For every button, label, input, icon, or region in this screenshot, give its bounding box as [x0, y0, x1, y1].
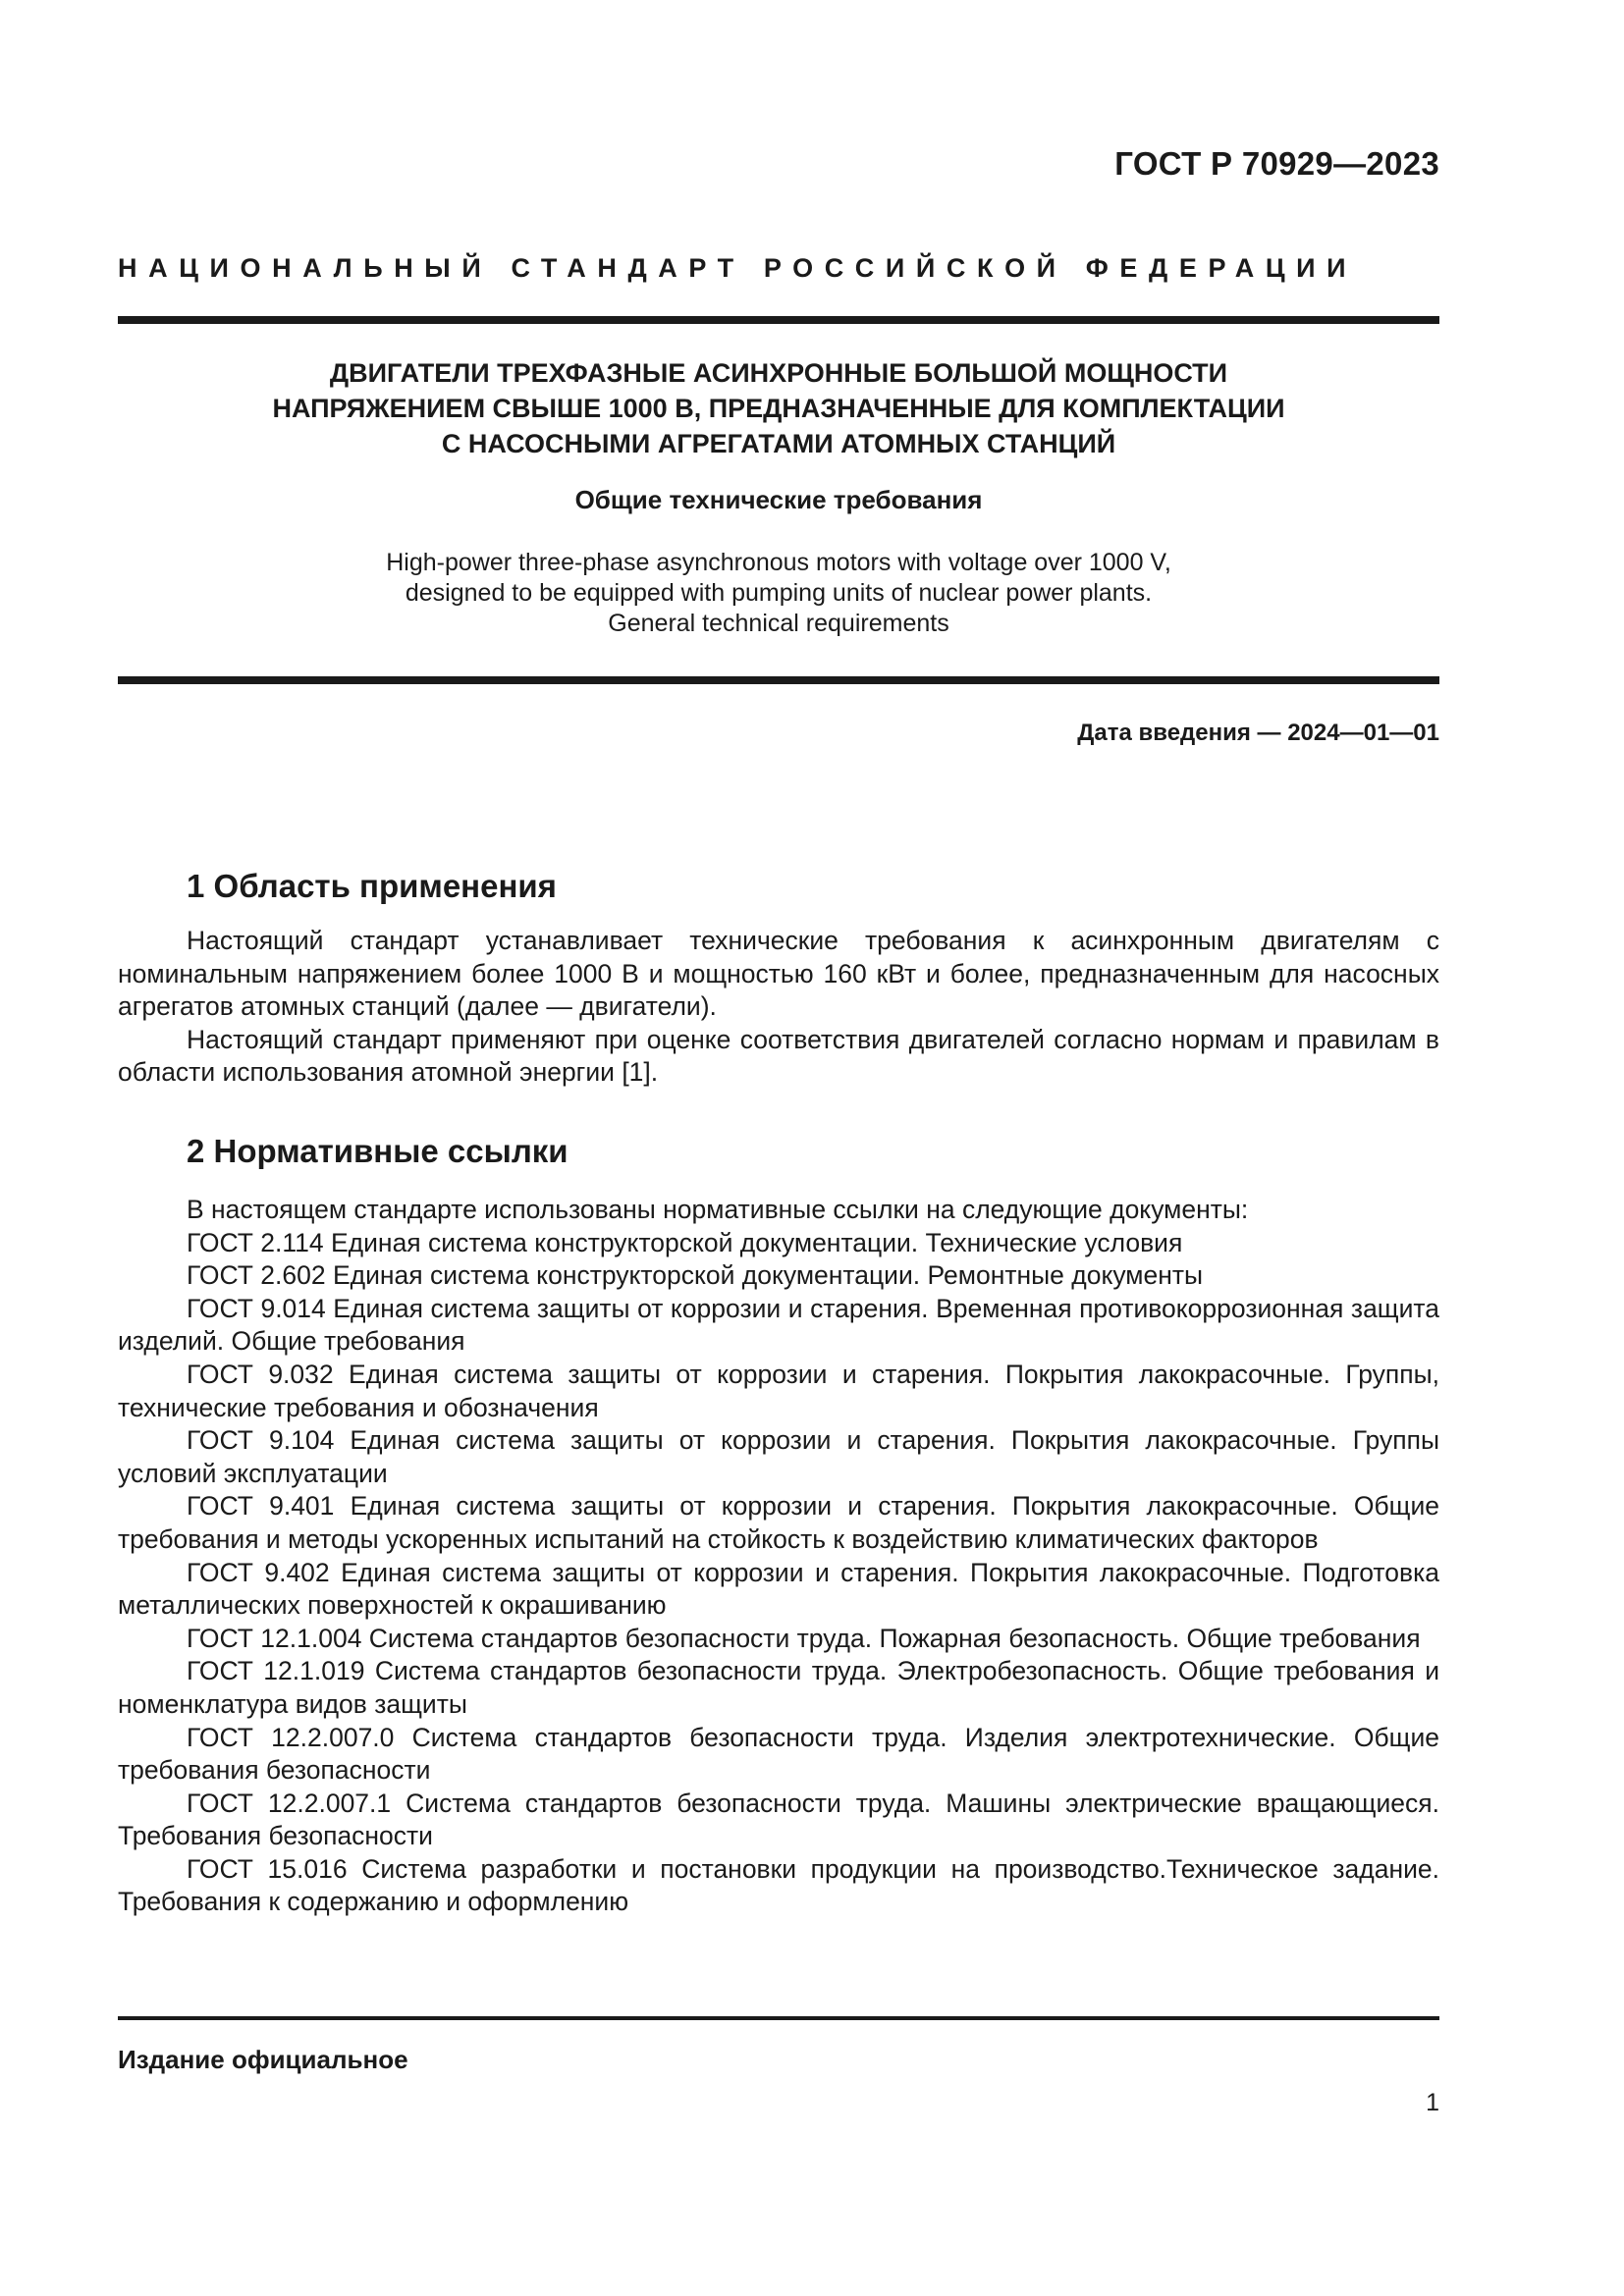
reference-item: ГОСТ 2.114 Единая система конструкторской документации. Технические условия — [187, 1227, 1183, 1257]
reference-item: ГОСТ 12.1.019 Система стандартов безопасности труда. Электробезопасность. Общие требования и номенклатура видов защиты — [118, 1656, 1439, 1719]
reference-item: ГОСТ 12.1.004 Система стандартов безопасности труда. Пожарная безопасность. Общие требования — [187, 1623, 1421, 1653]
title-divider — [118, 676, 1439, 684]
reference-item: ГОСТ 9.032 Единая система защиты от коррозии и старения. Покрытия лакокрасочные. Группы, технические требования и обозначения — [118, 1359, 1439, 1422]
reference-item: ГОСТ 9.104 Единая система защиты от коррозии и старения. Покрытия лакокрасочные. Группы условий эксплуатации — [118, 1425, 1439, 1488]
document-code: ГОСТ Р 70929—2023 — [1114, 145, 1439, 182]
paragraph: В настоящем стандарте использованы нормативные ссылки на следующие документы: — [187, 1195, 1249, 1224]
reference-item: ГОСТ 9.402 Единая система защиты от коррозии и старения. Покрытия лакокрасочные. Подготовка металлических поверхностей к окрашиванию — [118, 1557, 1439, 1621]
section-2-body — [118, 1194, 1439, 1919]
national-standard-heading: НАЦИОНАЛЬНЫЙ СТАНДАРТ РОССИЙСКОЙ ФЕДЕРАЦИИ — [118, 253, 1358, 283]
section-1-title: 1 Область применения — [187, 868, 557, 904]
reference-item: ГОСТ 9.014 Единая система защиты от коррозии и старения. Временная противокоррозионная защита изделий. Общие требования — [118, 1293, 1439, 1357]
reference-item: ГОСТ 2.602 Единая система конструкторской документации. Ремонтные документы — [187, 1260, 1204, 1291]
title-line: С НАСОСНЫМИ АГРЕГАТАМИ АТОМНЫХ СТАНЦИЙ — [441, 429, 1116, 458]
english-title-line: designed to be equipped with pumping units of nuclear power plants. — [405, 579, 1153, 607]
top-divider — [118, 316, 1439, 324]
english-title — [118, 548, 1439, 639]
section-2-title: 2 Нормативные ссылки — [187, 1133, 568, 1169]
footer-divider — [118, 2016, 1439, 2020]
reference-item: ГОСТ 15.016 Система разработки и постановки продукции на производство.Техническое задание. Требования к содержанию и оформлению — [118, 1853, 1439, 1917]
page-number: 1 — [1426, 2089, 1439, 2116]
title-line: НАПРЯЖЕНИЕМ СВЫШЕ 1000 В, ПРЕДНАЗНАЧЕННЫЕ ДЛЯ КОМПЛЕКТАЦИИ — [272, 394, 1285, 423]
reference-item: ГОСТ 12.2.007.0 Система стандартов безопасности труда. Изделия электротехнические. Общие требования безопасности — [118, 1722, 1439, 1786]
title-line: ДВИГАТЕЛИ ТРЕХФАЗНЫЕ АСИНХРОННЫЕ БОЛЬШОЙ МОЩНОСТИ — [329, 358, 1228, 388]
introduction-date: Дата введения — 2024—01—01 — [1077, 720, 1439, 746]
official-edition-label: Издание официальное — [118, 2045, 408, 2074]
paragraph: Настоящий стандарт применяют при оценке соответствия двигателей согласно нормам и правилам в области использования атомной энергии [1]. — [118, 1024, 1439, 1088]
section-1-body — [118, 925, 1439, 1090]
document-subtitle: Общие технические требования — [574, 485, 983, 514]
english-title-line: High-power three-phase asynchronous motors with voltage over 1000 V, — [386, 549, 1171, 576]
reference-item: ГОСТ 12.2.007.1 Система стандартов безопасности труда. Машины электрические вращающиеся. Требования безопасности — [118, 1788, 1439, 1851]
english-title-line: General technical requirements — [608, 610, 949, 637]
document-title — [118, 355, 1439, 461]
paragraph: Настоящий стандарт устанавливает технические требования к асинхронным двигателям с номинальным напряжением более 1000 В и мощностью 160 кВт и более, предназначенным для насосных агрегатов атомных станций (далее — двигатели). — [118, 926, 1439, 1022]
reference-item: ГОСТ 9.401 Единая система защиты от коррозии и старения. Покрытия лакокрасочные. Общие требования и методы ускоренных испытаний на стойкость к воздействию климатических факторов — [118, 1491, 1439, 1554]
